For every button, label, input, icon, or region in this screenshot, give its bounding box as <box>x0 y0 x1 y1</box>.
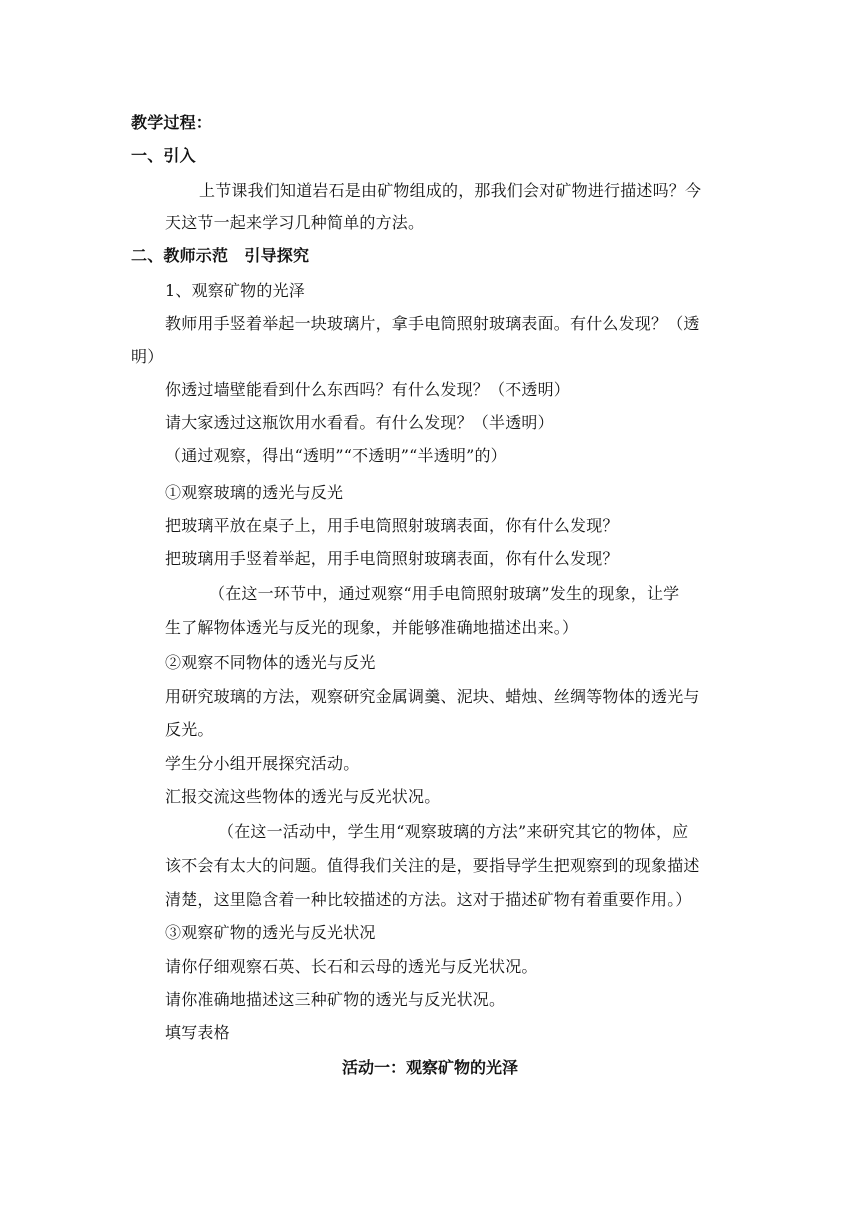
item-title: ①观察玻璃的透光与反光 <box>165 483 344 502</box>
activity-caption: 活动一：观察矿物的光泽 <box>341 1058 518 1077</box>
paragraph: 用研究玻璃的方法，观察研究金属调羹、泥块、蜡烛、丝绸等物体的透光与 <box>165 687 700 706</box>
note: （在这一活动中，学生用“观察玻璃的方法”来研究其它的物体，应 <box>218 822 689 841</box>
paragraph: 把玻璃平放在桌子上，用手电筒照射玻璃表面，你有什么发现？ <box>165 516 619 535</box>
note: 生了解物体透光与反光的现象，并能够准确地描述出来。） <box>165 618 579 637</box>
paragraph: 反光。 <box>165 720 214 739</box>
section-intro-title: 一、引入 <box>131 146 196 165</box>
paragraph: 填写表格 <box>165 1023 230 1042</box>
item-title: ②观察不同物体的透光与反光 <box>165 653 376 672</box>
paragraph: 明） <box>131 347 164 366</box>
paragraph: 学生分小组开展探究活动。 <box>165 754 360 773</box>
paragraph: 你透过墙壁能看到什么东西吗？有什么发现？（不透明） <box>165 380 571 399</box>
subsection-title: 1、观察矿物的光泽 <box>165 281 305 300</box>
section-demo-title: 二、教师示范 引导探究 <box>131 246 310 265</box>
paragraph: 教师用手竖着举起一块玻璃片，拿手电筒照射玻璃表面。有什么发现？（透 <box>165 314 700 333</box>
doc-heading: 教学过程： <box>131 113 213 132</box>
paragraph: 请大家透过这瓶饮用水看看。有什么发现？（半透明） <box>165 413 554 432</box>
paragraph: 把玻璃用手竖着举起，用手电筒照射玻璃表面，你有什么发现？ <box>165 549 619 568</box>
paragraph: 天这节一起来学习几种简单的方法。 <box>165 213 425 232</box>
note: 清楚，这里隐含着一种比较描述的方法。这对于描述矿物有着重要作用。） <box>165 890 692 909</box>
paragraph: 上节课我们知道岩石是由矿物组成的，那我们会对矿物进行描述吗？今 <box>199 181 702 200</box>
paragraph: 汇报交流这些物体的透光与反光状况。 <box>165 787 441 806</box>
paragraph: 请你仔细观察石英、长石和云母的透光与反光状况。 <box>165 957 538 976</box>
item-title: ③观察矿物的透光与反光状况 <box>165 923 376 942</box>
note: 该不会有太大的问题。值得我们关注的是，要指导学生把观察到的现象描述 <box>165 856 700 875</box>
note: （在这一环节中，通过观察“用手电筒照射玻璃”发生的现象，让学 <box>209 584 680 603</box>
paragraph: （通过观察，得出“透明”“不透明”“半透明”的） <box>165 446 507 465</box>
paragraph: 请你准确地描述这三种矿物的透光与反光状况。 <box>165 990 506 1009</box>
